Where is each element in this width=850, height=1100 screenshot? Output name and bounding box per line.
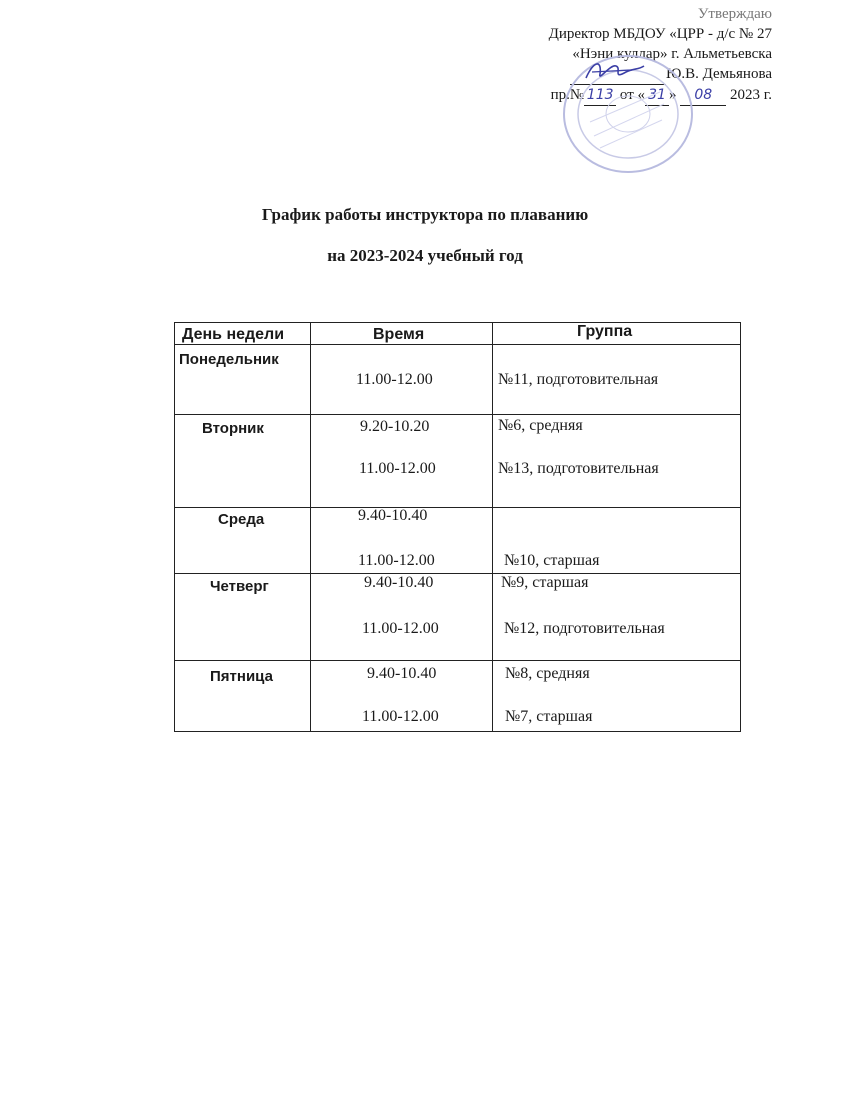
document-subtitle: на 2023-2024 учебный год	[327, 246, 523, 265]
table-row-day: Вторник	[202, 420, 264, 437]
table-row-day: Понедельник	[179, 351, 279, 368]
approved-label: Утверждаю	[697, 6, 772, 22]
organization-name: «Нэни куллар» г. Альметьевска	[572, 46, 772, 62]
table-row-group: №10, старшая	[504, 552, 600, 569]
table-row-time: 11.00-12.00	[362, 708, 439, 725]
order-day: 31	[645, 85, 669, 106]
director-position: Директор МБДОУ «ЦРР - д/с № 27	[548, 26, 772, 42]
table-row-time: 11.00-12.00	[356, 371, 433, 388]
table-row-group: №11, подготовительная	[498, 371, 659, 388]
order-prefix: пр.№	[550, 87, 585, 103]
table-row-day: Пятница	[210, 668, 273, 685]
table-row-day: Четверг	[210, 578, 269, 595]
table-row-time: 9.40-10.40	[364, 574, 434, 591]
table-row-time: 9.40-10.40	[358, 507, 428, 524]
table-row-time: 11.00-12.00	[362, 620, 439, 637]
table-row-time: 11.00-12.00	[358, 552, 435, 569]
header-time: Время	[373, 326, 425, 343]
director-name: Ю.В. Демьянова	[665, 66, 772, 82]
table-row-group: №13, подготовительная	[498, 460, 659, 477]
table-row-day: Среда	[218, 511, 265, 528]
order-month: 08	[680, 85, 726, 106]
order-quote-close: »	[669, 87, 677, 103]
document-title: График работы инструктора по плаванию	[261, 205, 589, 224]
table-row-group: №12, подготовительная	[504, 620, 665, 637]
order-from: от «	[619, 87, 646, 103]
table-row-group: №7, старшая	[505, 708, 593, 725]
table-row-group: №9, старшая	[501, 574, 589, 591]
order-number: 113	[584, 85, 616, 106]
schedule-table	[174, 318, 746, 732]
table-row-time: 9.20-10.20	[360, 418, 430, 435]
table-row-group: №8, средняя	[505, 665, 590, 682]
signature-icon	[582, 58, 648, 84]
table-row-group: №6, средняя	[498, 417, 583, 434]
header-group: Группа	[577, 323, 633, 340]
table-row-time: 9.40-10.40	[367, 665, 437, 682]
table-row-time: 11.00-12.00	[359, 460, 436, 477]
header-day: День недели	[182, 326, 285, 343]
order-year: 2023 г.	[730, 87, 772, 103]
